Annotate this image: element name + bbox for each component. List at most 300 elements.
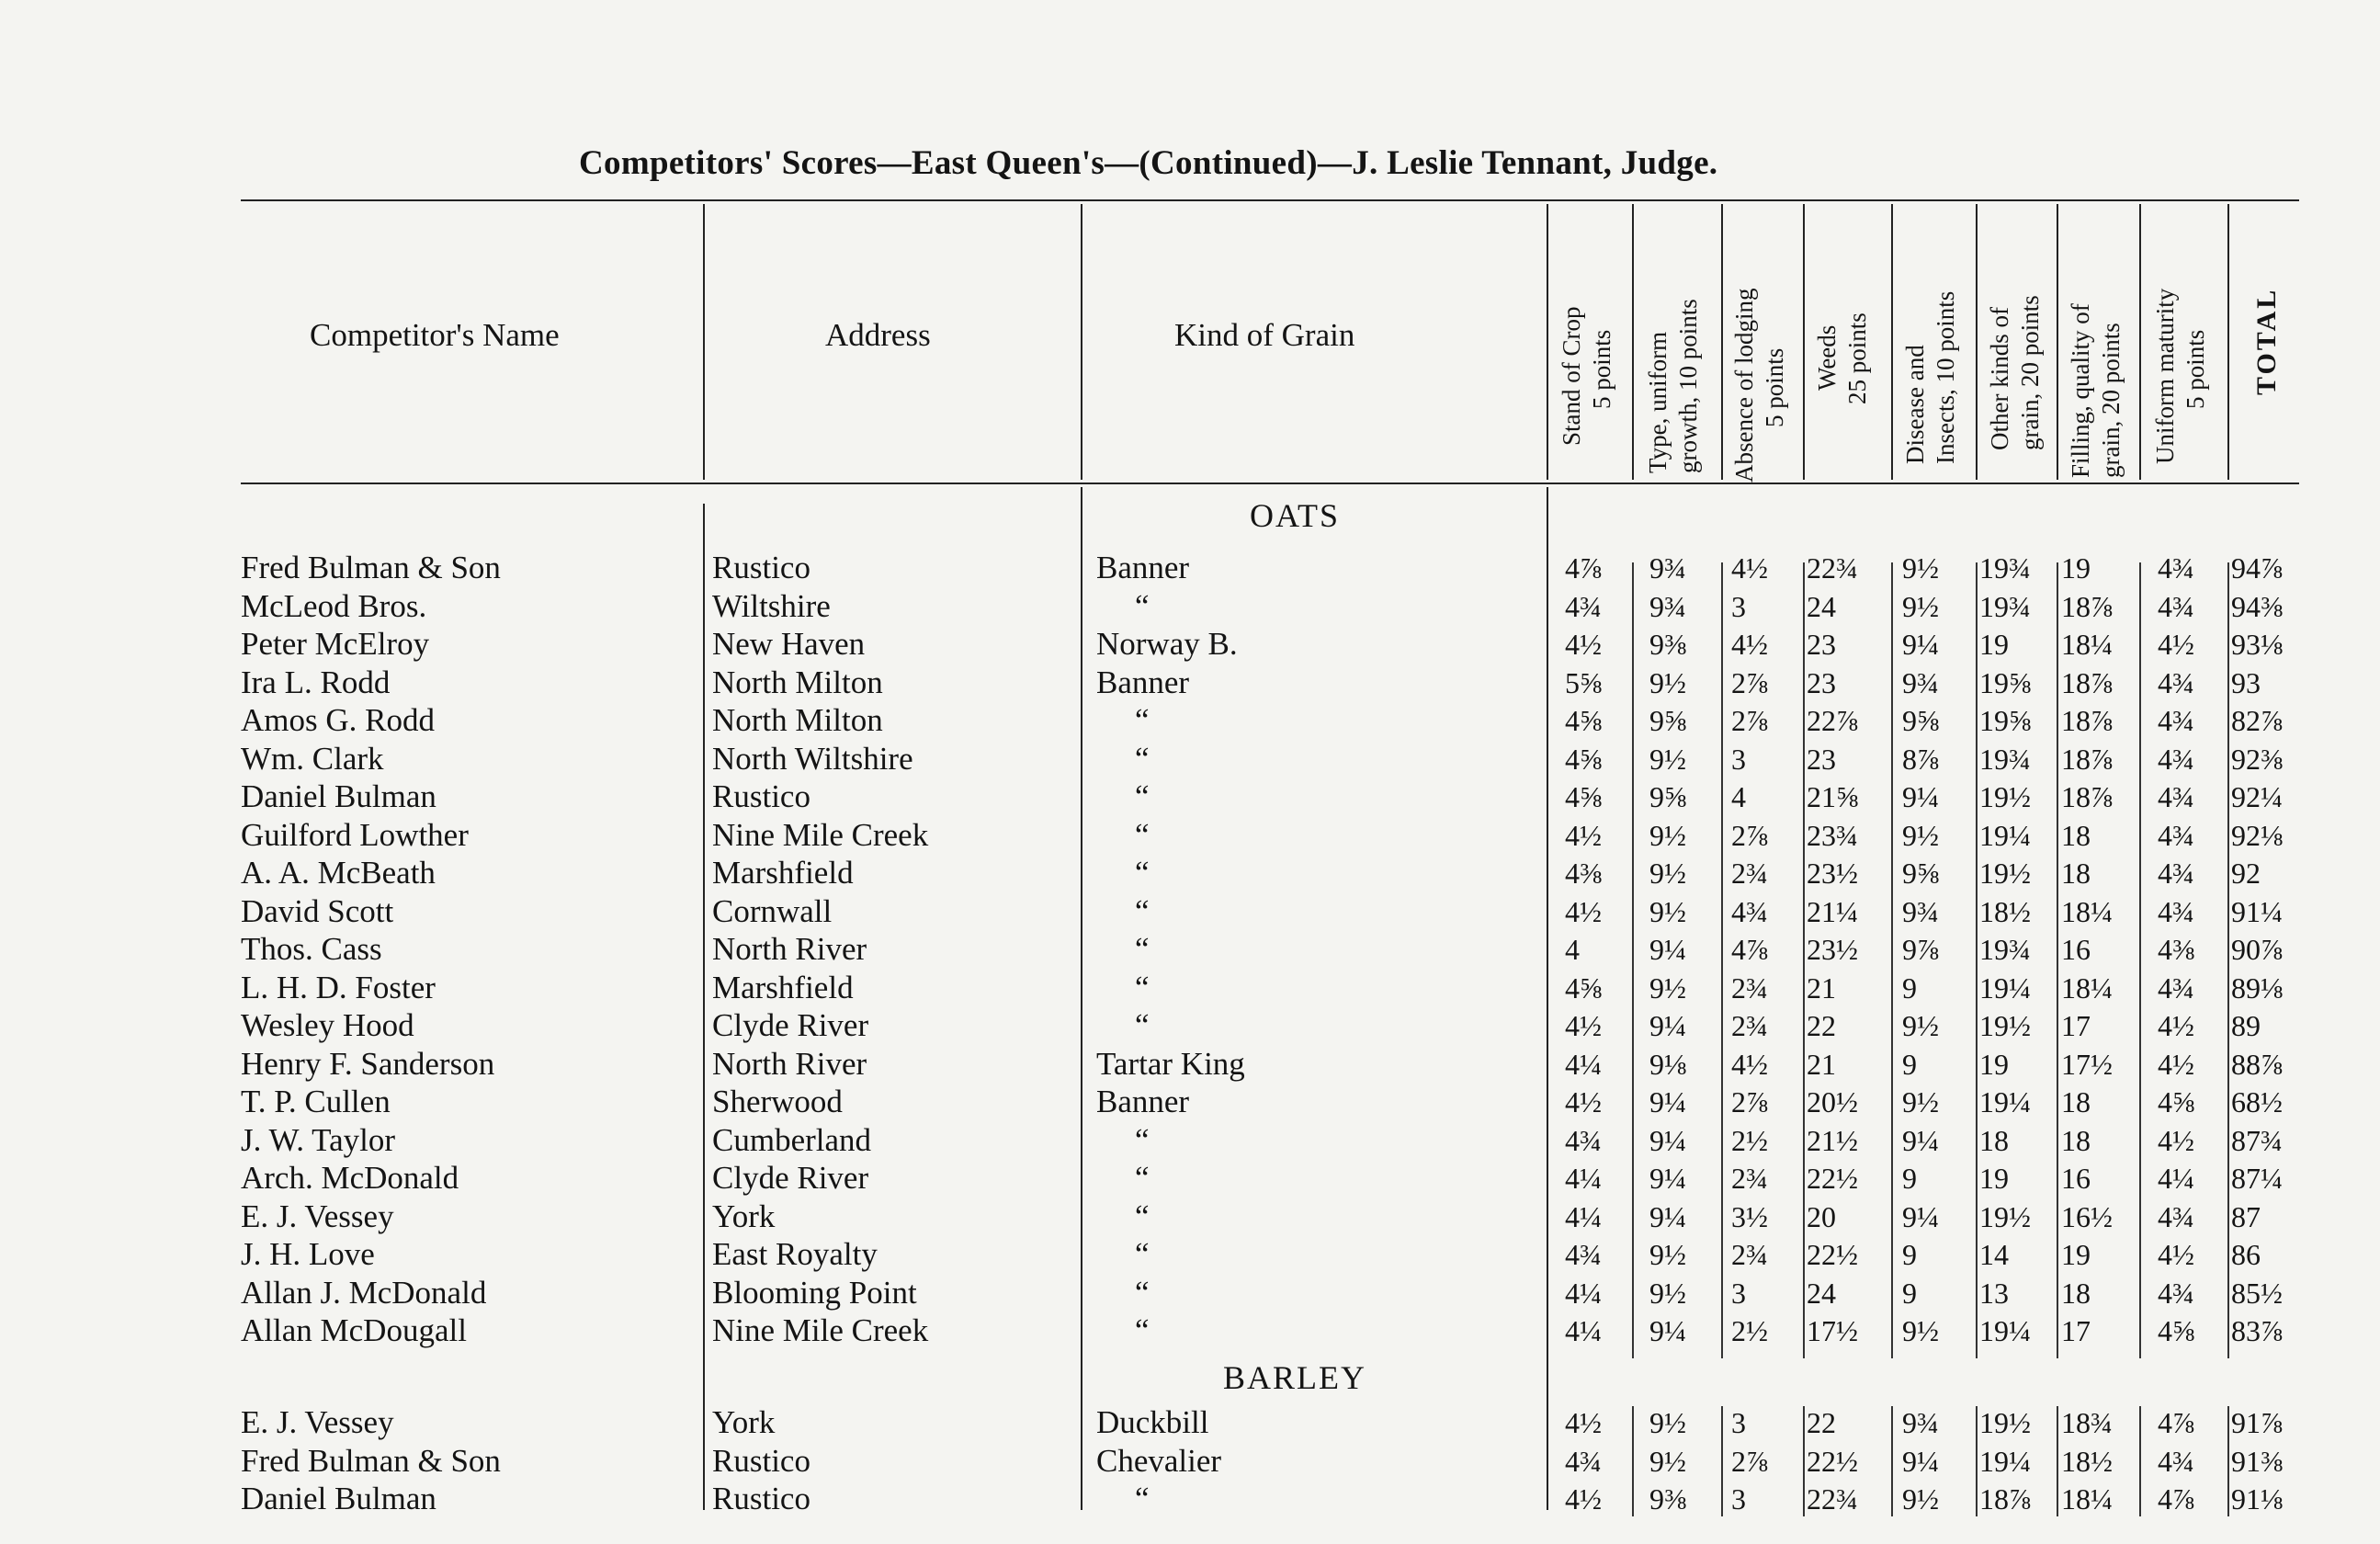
score-total: 94⅜ <box>2231 589 2283 623</box>
score-maturity: 4⅝ <box>2158 1314 2194 1347</box>
score-type: 9⅜ <box>1649 1482 1686 1516</box>
competitor-name: Henry F. Sanderson <box>241 1045 495 1082</box>
competitor-address: North River <box>712 1045 867 1082</box>
score-maturity: 4¾ <box>2158 742 2194 776</box>
competitor-address: East Royalty <box>712 1236 878 1272</box>
score-maturity: 4¾ <box>2158 704 2194 737</box>
score-disease: 9¼ <box>1902 628 1939 661</box>
grain-kind: Banner <box>1096 664 1190 700</box>
score-maturity: 4¼ <box>2158 1162 2194 1195</box>
score-filling: 18¼ <box>2061 971 2113 1005</box>
score-stand: 4¾ <box>1565 589 1602 623</box>
competitor-address: Marshfield <box>712 855 854 891</box>
competitor-name: Wm. Clark <box>241 740 384 777</box>
competitor-name: E. J. Vessey <box>241 1198 394 1234</box>
score-total: 88⅞ <box>2231 1047 2283 1081</box>
score-disease: 9¼ <box>1902 1444 1939 1478</box>
score-column-divider <box>2227 562 2229 1358</box>
score-weeds: 22¾ <box>1807 1482 1858 1516</box>
header-divider <box>1547 204 1548 480</box>
competitor-name: A. A. McBeath <box>241 855 436 891</box>
grain-kind: “ <box>1135 1236 1150 1272</box>
competitor-address: North Wiltshire <box>712 740 913 777</box>
score-maturity: 4¾ <box>2158 971 2194 1005</box>
competitor-name: Daniel Bulman <box>241 1481 436 1516</box>
score-filling: 18½ <box>2061 1444 2113 1478</box>
score-other: 18⅞ <box>1979 1482 2031 1516</box>
score-weeds: 23 <box>1807 628 1836 661</box>
score-maturity: 4½ <box>2158 628 2194 661</box>
score-column-divider <box>1803 562 1805 1358</box>
score-other: 14 <box>1979 1238 2009 1271</box>
score-other: 19½ <box>1979 857 2031 890</box>
score-filling: 17 <box>2061 1009 2091 1042</box>
score-lodging: 3 <box>1731 1482 1746 1516</box>
score-disease: 9⅝ <box>1902 857 1939 890</box>
score-other: 19 <box>1979 628 2009 661</box>
score-disease: 9 <box>1902 1047 1917 1081</box>
score-lodging: 3½ <box>1731 1199 1768 1233</box>
score-type: 9¼ <box>1649 933 1686 966</box>
score-other: 19¼ <box>1979 971 2031 1005</box>
score-total: 68½ <box>2231 1085 2283 1118</box>
header-type-uniform-growth: Type, uniform growth, 10 points <box>1644 299 1702 473</box>
grain-kind: “ <box>1135 1198 1150 1234</box>
header-disease-and-insects: Disease and Insects, 10 points <box>1901 290 1959 464</box>
score-disease: 9½ <box>1902 1482 1939 1516</box>
competitor-address: Clyde River <box>712 1007 869 1043</box>
competitor-address: Wiltshire <box>712 587 831 624</box>
competitor-name: J. W. Taylor <box>241 1121 396 1158</box>
grain-kind: “ <box>1135 1007 1150 1043</box>
competitor-address: York <box>712 1404 776 1440</box>
competitor-address: Nine Mile Creek <box>712 816 929 853</box>
score-total: 89 <box>2231 1009 2261 1042</box>
competitor-address: North River <box>712 931 867 967</box>
score-filling: 18¼ <box>2061 628 2113 661</box>
competitor-address: Rustico <box>712 1442 810 1479</box>
score-lodging: 4⅞ <box>1731 933 1768 966</box>
score-stand: 4½ <box>1565 628 1602 661</box>
score-lodging: 2¾ <box>1731 1162 1768 1195</box>
score-total: 91⅛ <box>2231 1482 2283 1516</box>
score-maturity: 4½ <box>2158 1123 2194 1157</box>
score-other: 19 <box>1979 1162 2009 1195</box>
competitor-name: Peter McElroy <box>241 626 430 662</box>
score-disease: 9¼ <box>1902 1123 1939 1157</box>
grain-kind: “ <box>1135 1481 1150 1516</box>
header-bottom-rule <box>241 482 2299 484</box>
score-other: 19¾ <box>1979 551 2031 585</box>
score-disease: 9 <box>1902 1162 1917 1195</box>
score-column-divider <box>1632 1406 1634 1516</box>
score-maturity: 4½ <box>2158 1047 2194 1081</box>
grain-kind: “ <box>1135 1312 1150 1348</box>
score-weeds: 21½ <box>1807 1123 1858 1157</box>
score-stand: 4¼ <box>1565 1199 1602 1233</box>
score-type: 9½ <box>1649 742 1686 776</box>
score-type: 9¼ <box>1649 1314 1686 1347</box>
score-stand: 4¼ <box>1565 1162 1602 1195</box>
score-maturity: 4¾ <box>2158 857 2194 890</box>
score-type: 9½ <box>1649 1444 1686 1478</box>
score-filling: 18⅞ <box>2061 780 2113 813</box>
score-total: 87¾ <box>2231 1123 2283 1157</box>
grain-kind: “ <box>1135 740 1150 777</box>
competitor-name: Fred Bulman & Son <box>241 1442 501 1479</box>
score-lodging: 2⅞ <box>1731 704 1768 737</box>
score-lodging: 3 <box>1731 742 1746 776</box>
competitor-address: North Milton <box>712 664 883 700</box>
score-stand: 4½ <box>1565 818 1602 852</box>
score-weeds: 24 <box>1807 589 1836 623</box>
score-type: 9¼ <box>1649 1162 1686 1195</box>
score-total: 91⅜ <box>2231 1444 2283 1478</box>
score-lodging: 3 <box>1731 589 1746 623</box>
grain-kind: Banner <box>1096 550 1190 585</box>
score-type: 9¾ <box>1649 589 1686 623</box>
score-maturity: 4½ <box>2158 1238 2194 1271</box>
competitor-address: York <box>712 1198 776 1234</box>
score-filling: 16 <box>2061 933 2091 966</box>
score-stand: 4⅞ <box>1565 551 1602 585</box>
score-lodging: 4½ <box>1731 551 1768 585</box>
competitor-name: Allan J. McDonald <box>241 1274 487 1311</box>
score-weeds: 17½ <box>1807 1314 1858 1347</box>
grain-kind: “ <box>1135 931 1150 967</box>
header-absence-of-lodging: Absence of lodging 5 points <box>1730 288 1788 482</box>
score-disease: 9½ <box>1902 818 1939 852</box>
competitor-name: Fred Bulman & Son <box>241 550 501 585</box>
score-maturity: 4¾ <box>2158 589 2194 623</box>
score-disease: 8⅞ <box>1902 742 1939 776</box>
grain-kind: Tartar King <box>1096 1045 1245 1082</box>
score-type: 9⅜ <box>1649 628 1686 661</box>
score-filling: 18¼ <box>2061 1482 2113 1516</box>
score-disease: 9¼ <box>1902 780 1939 813</box>
competitor-name: Guilford Lowther <box>241 816 469 853</box>
grain-kind: “ <box>1135 855 1150 891</box>
score-disease: 9½ <box>1902 1009 1939 1042</box>
score-filling: 18 <box>2061 1276 2091 1310</box>
score-stand: 4⅝ <box>1565 704 1602 737</box>
score-maturity: 4¾ <box>2158 551 2194 585</box>
score-weeds: 22½ <box>1807 1444 1858 1478</box>
score-filling: 18⅞ <box>2061 742 2113 776</box>
score-column-divider <box>1632 562 1634 1358</box>
competitor-address: Rustico <box>712 778 810 814</box>
score-weeds: 21 <box>1807 971 1836 1005</box>
score-type: 9½ <box>1649 971 1686 1005</box>
header-weeds: Weeds 25 points <box>1813 312 1871 404</box>
score-weeds: 22½ <box>1807 1162 1858 1195</box>
score-total: 82⅞ <box>2231 704 2283 737</box>
score-other: 19½ <box>1979 1406 2031 1439</box>
score-total: 93 <box>2231 665 2261 699</box>
header-divider <box>1976 204 1978 480</box>
competitor-name: T. P. Cullen <box>241 1084 391 1119</box>
competitor-address: Nine Mile Creek <box>712 1312 929 1348</box>
score-lodging: 4¾ <box>1731 894 1768 928</box>
score-weeds: 22½ <box>1807 1238 1858 1271</box>
score-stand: 4¾ <box>1565 1123 1602 1157</box>
score-filling: 18⅞ <box>2061 589 2113 623</box>
header-filling-quality: Filling, quality of grain, 20 points <box>2067 303 2125 478</box>
score-lodging: 2½ <box>1731 1123 1768 1157</box>
score-lodging: 4½ <box>1731 628 1768 661</box>
score-stand: 4¾ <box>1565 1444 1602 1478</box>
score-lodging: 2⅞ <box>1731 818 1768 852</box>
competitor-name: J. H. Love <box>241 1236 375 1272</box>
score-stand: 4⅜ <box>1565 857 1602 890</box>
score-disease: 9¼ <box>1902 1199 1939 1233</box>
score-stand: 4¼ <box>1565 1047 1602 1081</box>
score-weeds: 23½ <box>1807 933 1858 966</box>
competitor-address: New Haven <box>712 626 866 662</box>
header-divider <box>1081 204 1082 480</box>
score-maturity: 4¾ <box>2158 1444 2194 1478</box>
score-total: 92¼ <box>2231 780 2283 813</box>
score-weeds: 20 <box>1807 1199 1836 1233</box>
score-other: 18 <box>1979 1123 2009 1157</box>
score-total: 87¼ <box>2231 1162 2283 1195</box>
score-stand: 4¼ <box>1565 1276 1602 1310</box>
score-disease: 9½ <box>1902 551 1939 585</box>
score-type: 9½ <box>1649 1238 1686 1271</box>
score-total: 93⅛ <box>2231 628 2283 661</box>
score-stand: 5⅝ <box>1565 665 1602 699</box>
score-weeds: 22⅞ <box>1807 704 1858 737</box>
score-type: 9½ <box>1649 857 1686 890</box>
score-column-divider <box>1721 562 1723 1358</box>
score-weeds: 23 <box>1807 665 1836 699</box>
score-other: 19¼ <box>1979 1444 2031 1478</box>
score-column-divider <box>2057 562 2058 1358</box>
header-divider <box>1891 204 1893 480</box>
competitor-name: L. H. D. Foster <box>241 969 436 1005</box>
grain-kind: Banner <box>1096 1084 1190 1119</box>
score-lodging: 3 <box>1731 1406 1746 1439</box>
score-total: 90⅞ <box>2231 933 2283 966</box>
header-divider <box>1721 204 1723 480</box>
score-stand: 4¼ <box>1565 1314 1602 1347</box>
score-type: 9¼ <box>1649 1123 1686 1157</box>
score-maturity: 4⅞ <box>2158 1406 2194 1439</box>
score-lodging: 2¾ <box>1731 1009 1768 1042</box>
score-weeds: 20½ <box>1807 1085 1858 1118</box>
score-weeds: 22 <box>1807 1009 1836 1042</box>
score-column-divider <box>2227 1406 2229 1516</box>
score-maturity: 4¾ <box>2158 780 2194 813</box>
score-lodging: 2⅞ <box>1731 665 1768 699</box>
score-type: 9½ <box>1649 1276 1686 1310</box>
body-divider <box>703 504 705 1510</box>
score-filling: 17½ <box>2061 1047 2113 1081</box>
score-type: 9¾ <box>1649 551 1686 585</box>
score-stand: 4¾ <box>1565 1238 1602 1271</box>
competitor-name: David Scott <box>241 892 394 929</box>
grain-kind: “ <box>1135 892 1150 929</box>
score-filling: 19 <box>2061 551 2091 585</box>
competitor-name: McLeod Bros. <box>241 587 427 624</box>
page-title: Competitors' Scores—East Queen's—(Continued)—J. Leslie Tennant, Judge. <box>579 144 1718 182</box>
score-filling: 17 <box>2061 1314 2091 1347</box>
score-weeds: 21¼ <box>1807 894 1858 928</box>
score-total: 87 <box>2231 1199 2261 1233</box>
score-total: 92 <box>2231 857 2261 890</box>
competitor-address: Cumberland <box>712 1121 872 1158</box>
score-filling: 18 <box>2061 1123 2091 1157</box>
competitor-name: Daniel Bulman <box>241 778 436 814</box>
score-maturity: 4½ <box>2158 1009 2194 1042</box>
score-weeds: 21 <box>1807 1047 1836 1081</box>
score-other: 19¼ <box>1979 1314 2031 1347</box>
score-lodging: 4 <box>1731 780 1746 813</box>
competitor-address: Rustico <box>712 550 810 585</box>
score-stand: 4½ <box>1565 1085 1602 1118</box>
header-divider <box>1632 204 1634 480</box>
score-disease: 9½ <box>1902 1085 1939 1118</box>
score-other: 18½ <box>1979 894 2031 928</box>
score-disease: 9¾ <box>1902 665 1939 699</box>
score-other: 19⅝ <box>1979 704 2031 737</box>
score-disease: 9¾ <box>1902 1406 1939 1439</box>
score-disease: 9½ <box>1902 1314 1939 1347</box>
score-weeds: 23 <box>1807 742 1836 776</box>
score-other: 19¼ <box>1979 818 2031 852</box>
score-filling: 16 <box>2061 1162 2091 1195</box>
score-weeds: 23½ <box>1807 857 1858 890</box>
score-total: 92⅜ <box>2231 742 2283 776</box>
score-stand: 4⅝ <box>1565 742 1602 776</box>
grain-kind: “ <box>1135 778 1150 814</box>
score-other: 19¾ <box>1979 742 2031 776</box>
score-other: 19½ <box>1979 1009 2031 1042</box>
score-other: 13 <box>1979 1276 2009 1310</box>
score-type: 9¼ <box>1649 1199 1686 1233</box>
score-other: 19 <box>1979 1047 2009 1081</box>
grain-kind: Chevalier <box>1096 1442 1222 1479</box>
score-column-divider <box>2139 562 2141 1358</box>
score-column-divider <box>1891 562 1893 1358</box>
header-kind-of-grain: Kind of Grain <box>1174 317 1355 353</box>
competitor-address: Cornwall <box>712 892 833 929</box>
score-maturity: 4⅞ <box>2158 1482 2194 1516</box>
header-other-kinds-of-grain: Other kinds of grain, 20 points <box>1986 295 2044 450</box>
score-filling: 18⅞ <box>2061 704 2113 737</box>
score-column-divider <box>1891 1406 1893 1516</box>
score-stand: 4½ <box>1565 894 1602 928</box>
header-divider <box>1803 204 1805 480</box>
grain-kind: Duckbill <box>1096 1404 1209 1440</box>
competitor-name: Wesley Hood <box>241 1007 414 1043</box>
grain-kind: “ <box>1135 702 1150 738</box>
score-maturity: 4⅜ <box>2158 933 2194 966</box>
score-type: 9⅛ <box>1649 1047 1686 1081</box>
score-disease: 9 <box>1902 971 1917 1005</box>
score-maturity: 4¾ <box>2158 818 2194 852</box>
score-filling: 18 <box>2061 857 2091 890</box>
score-type: 9½ <box>1649 894 1686 928</box>
grain-kind: “ <box>1135 1160 1150 1196</box>
score-filling: 19 <box>2061 1238 2091 1271</box>
score-disease: 9½ <box>1902 589 1939 623</box>
score-total: 85½ <box>2231 1276 2283 1310</box>
score-filling: 18⅞ <box>2061 665 2113 699</box>
score-filling: 18 <box>2061 818 2091 852</box>
score-stand: 4½ <box>1565 1482 1602 1516</box>
score-stand: 4 <box>1565 933 1580 966</box>
score-lodging: 2⅞ <box>1731 1444 1768 1478</box>
competitor-address: Sherwood <box>712 1084 843 1119</box>
body-divider <box>1547 487 1548 1510</box>
section-label-oats: OATS <box>1250 497 1341 534</box>
score-lodging: 2⅞ <box>1731 1085 1768 1118</box>
header-divider <box>703 204 705 480</box>
competitor-name: Ira L. Rodd <box>241 664 391 700</box>
score-total: 91¼ <box>2231 894 2283 928</box>
score-lodging: 2¾ <box>1731 857 1768 890</box>
score-other: 19½ <box>1979 780 2031 813</box>
score-column-divider <box>1976 562 1978 1358</box>
score-disease: 9¾ <box>1902 894 1939 928</box>
score-type: 9¼ <box>1649 1085 1686 1118</box>
score-filling: 16½ <box>2061 1199 2113 1233</box>
competitor-address: North Milton <box>712 702 883 738</box>
score-total: 83⅞ <box>2231 1314 2283 1347</box>
header-divider <box>2139 204 2141 480</box>
score-stand: 4½ <box>1565 1009 1602 1042</box>
score-filling: 18¾ <box>2061 1406 2113 1439</box>
score-lodging: 3 <box>1731 1276 1746 1310</box>
score-type: 9¼ <box>1649 1009 1686 1042</box>
score-other: 19¼ <box>1979 1085 2031 1118</box>
score-weeds: 21⅝ <box>1807 780 1858 813</box>
score-disease: 9 <box>1902 1276 1917 1310</box>
header-divider <box>2057 204 2058 480</box>
competitor-address: Blooming Point <box>712 1274 917 1311</box>
score-total: 94⅞ <box>2231 551 2283 585</box>
header-top-rule <box>241 199 2299 201</box>
grain-kind: “ <box>1135 1121 1150 1158</box>
header-stand-of-crop: Stand of Crop 5 points <box>1558 306 1615 446</box>
competitor-address: Rustico <box>712 1481 810 1516</box>
score-weeds: 24 <box>1807 1276 1836 1310</box>
score-maturity: 4¾ <box>2158 1276 2194 1310</box>
section-label-barley: BARLEY <box>1223 1359 1366 1396</box>
score-other: 19¾ <box>1979 589 2031 623</box>
header-competitor-name: Competitor's Name <box>310 317 560 353</box>
score-stand: 4⅝ <box>1565 780 1602 813</box>
score-maturity: 4⅝ <box>2158 1085 2194 1118</box>
score-weeds: 22 <box>1807 1406 1836 1439</box>
score-filling: 18¼ <box>2061 894 2113 928</box>
score-lodging: 4½ <box>1731 1047 1768 1081</box>
competitor-name: Arch. McDonald <box>241 1160 459 1196</box>
score-total: 91⅞ <box>2231 1406 2283 1439</box>
score-disease: 9⅞ <box>1902 933 1939 966</box>
score-stand: 4⅝ <box>1565 971 1602 1005</box>
score-disease: 9⅝ <box>1902 704 1939 737</box>
grain-kind: “ <box>1135 969 1150 1005</box>
score-lodging: 2¾ <box>1731 1238 1768 1271</box>
header-total: TOTAL <box>2251 287 2282 395</box>
score-column-divider <box>2139 1406 2141 1516</box>
grain-kind: “ <box>1135 816 1150 853</box>
score-type: 9⅝ <box>1649 780 1686 813</box>
competitor-address: Clyde River <box>712 1160 869 1196</box>
competitor-name: E. J. Vessey <box>241 1404 394 1440</box>
